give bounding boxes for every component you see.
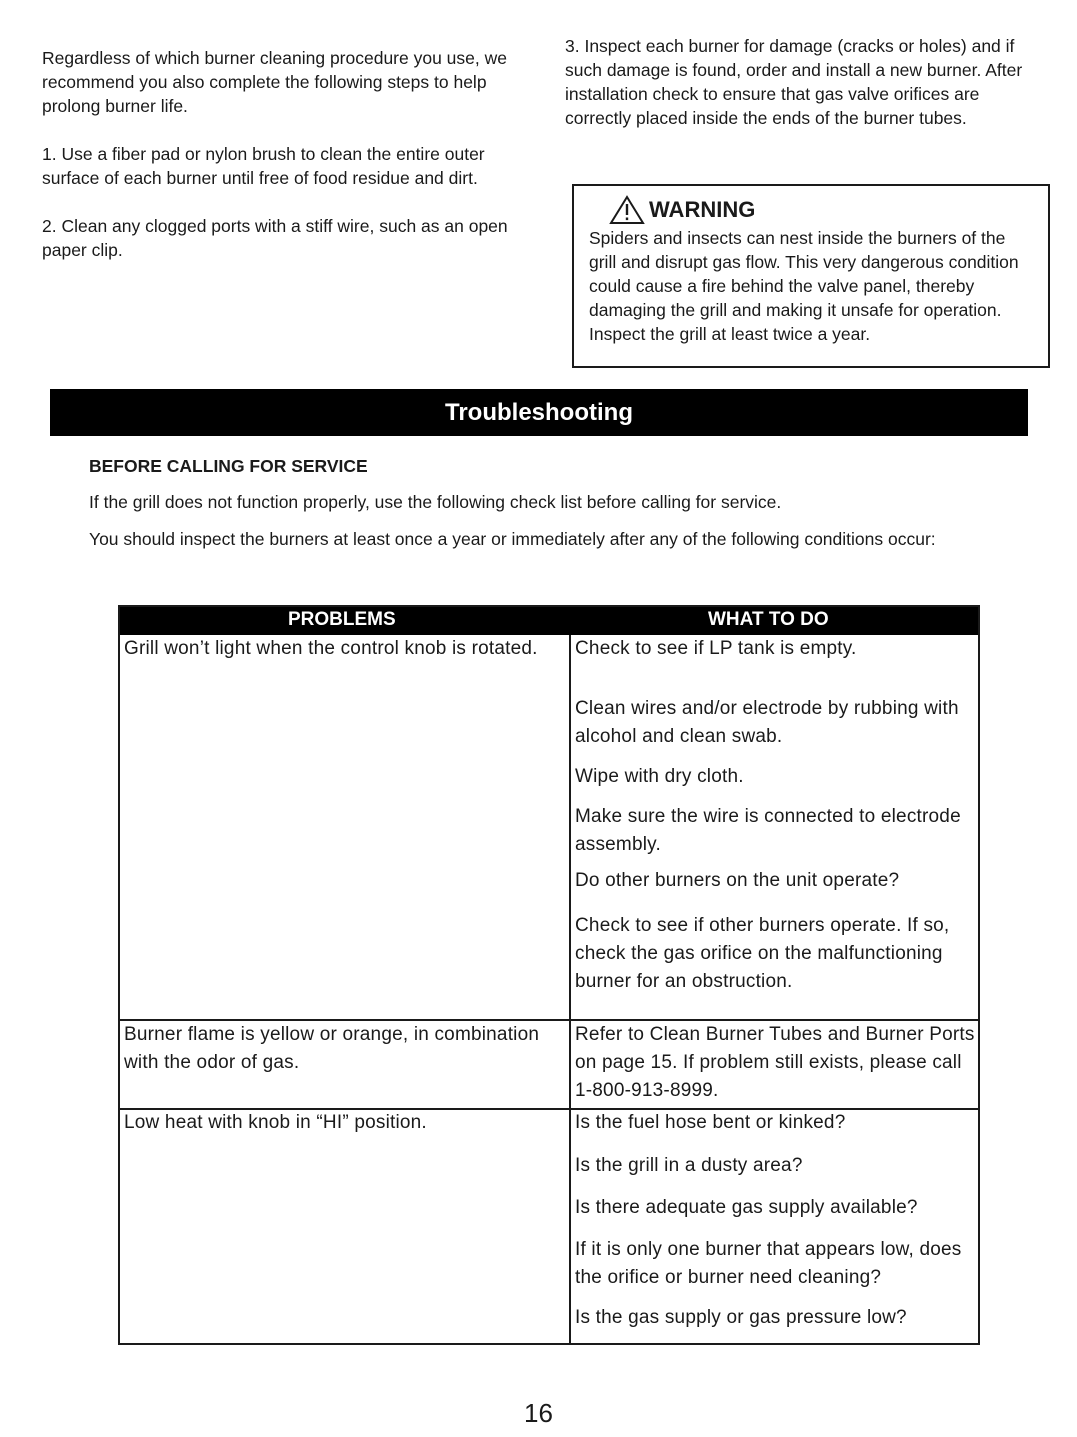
action-item: Is the fuel hose bent or kinked? — [575, 1112, 846, 1133]
left-column — [42, 46, 532, 286]
action-item: Check to see if other burners operate. If so, check the gas orifice on the malfunctioning burner for an obstruction. — [575, 915, 950, 992]
column-divider — [569, 635, 571, 1345]
warning-text: Spiders and insects can nest inside the burners of the grill and disrupt gas flow. This very dangerous condition could cause a fire behind the valve panel, thereby damaging the grill and making it unsafe for operation. Inspect the grill at least twice a year. — [589, 228, 1019, 344]
action-item: Make sure the wire is connected to electrode assembly. — [575, 806, 961, 855]
warning-title: WARNING — [649, 197, 756, 222]
problem-cell: Burner flame is yellow or orange, in combination with the odor of gas. — [124, 1024, 540, 1073]
action-item: Clean wires and/or electrode by rubbing with alcohol and clean swab. — [575, 698, 959, 747]
cleaning-intro: Regardless of which burner cleaning procedure you use, we recommend you also complete the following steps to help prolong burner life. — [42, 48, 507, 116]
action-item: Is there adequate gas supply available? — [575, 1197, 918, 1218]
problem-cell: Grill won’t light when the control knob is rotated. — [124, 638, 538, 659]
warning-box — [572, 184, 1050, 368]
action-item: Do other burners on the unit operate? — [575, 870, 900, 891]
right-column — [565, 34, 1045, 130]
cleaning-step-2: 2. Clean any clogged ports with a stiff wire, such as an open paper clip. — [42, 216, 508, 260]
action-item: If it is only one burner that appears low, does the orifice or burner need cleaning? — [575, 1239, 962, 1288]
warning-triangle-icon — [609, 195, 645, 225]
banner-title: Troubleshooting — [445, 398, 633, 426]
header-problems: PROBLEMS — [288, 609, 396, 630]
table-header — [120, 607, 978, 635]
action-item: Is the gas supply or gas pressure low? — [575, 1307, 907, 1328]
problem-cell: Low heat with knob in “HI” position. — [124, 1112, 427, 1133]
header-what-to-do: WHAT TO DO — [708, 609, 829, 630]
troubleshooting-banner — [50, 389, 1028, 436]
action-item: Check to see if LP tank is empty. — [575, 638, 857, 659]
troubleshooting-table — [118, 605, 980, 1345]
section-intro-2: You should inspect the burners at least once a year or immediately after any of the following conditions occur: — [89, 529, 936, 549]
section-intro-1: If the grill does not function properly, use the following check list before calling for service. — [89, 492, 782, 512]
cleaning-step-3: 3. Inspect each burner for damage (cracks or holes) and if such damage is found, order and install a new burner. After installation check to ensure that gas valve orifices are correctly placed inside the ends of the burner tubes. — [565, 36, 1023, 128]
page-number: 16 — [524, 1398, 553, 1428]
warning-heading — [609, 196, 1036, 224]
action-item: Wipe with dry cloth. — [575, 766, 744, 787]
section-heading: BEFORE CALLING FOR SERVICE — [89, 456, 368, 476]
action-item: Refer to Clean Burner Tubes and Burner Ports on page 15. If problem still exists, please call 1-800-913-8999. — [575, 1024, 975, 1101]
cleaning-step-1: 1. Use a fiber pad or nylon brush to clean the entire outer surface of each burner until free of food residue and dirt. — [42, 144, 485, 188]
action-item: Is the grill in a dusty area? — [575, 1155, 803, 1176]
